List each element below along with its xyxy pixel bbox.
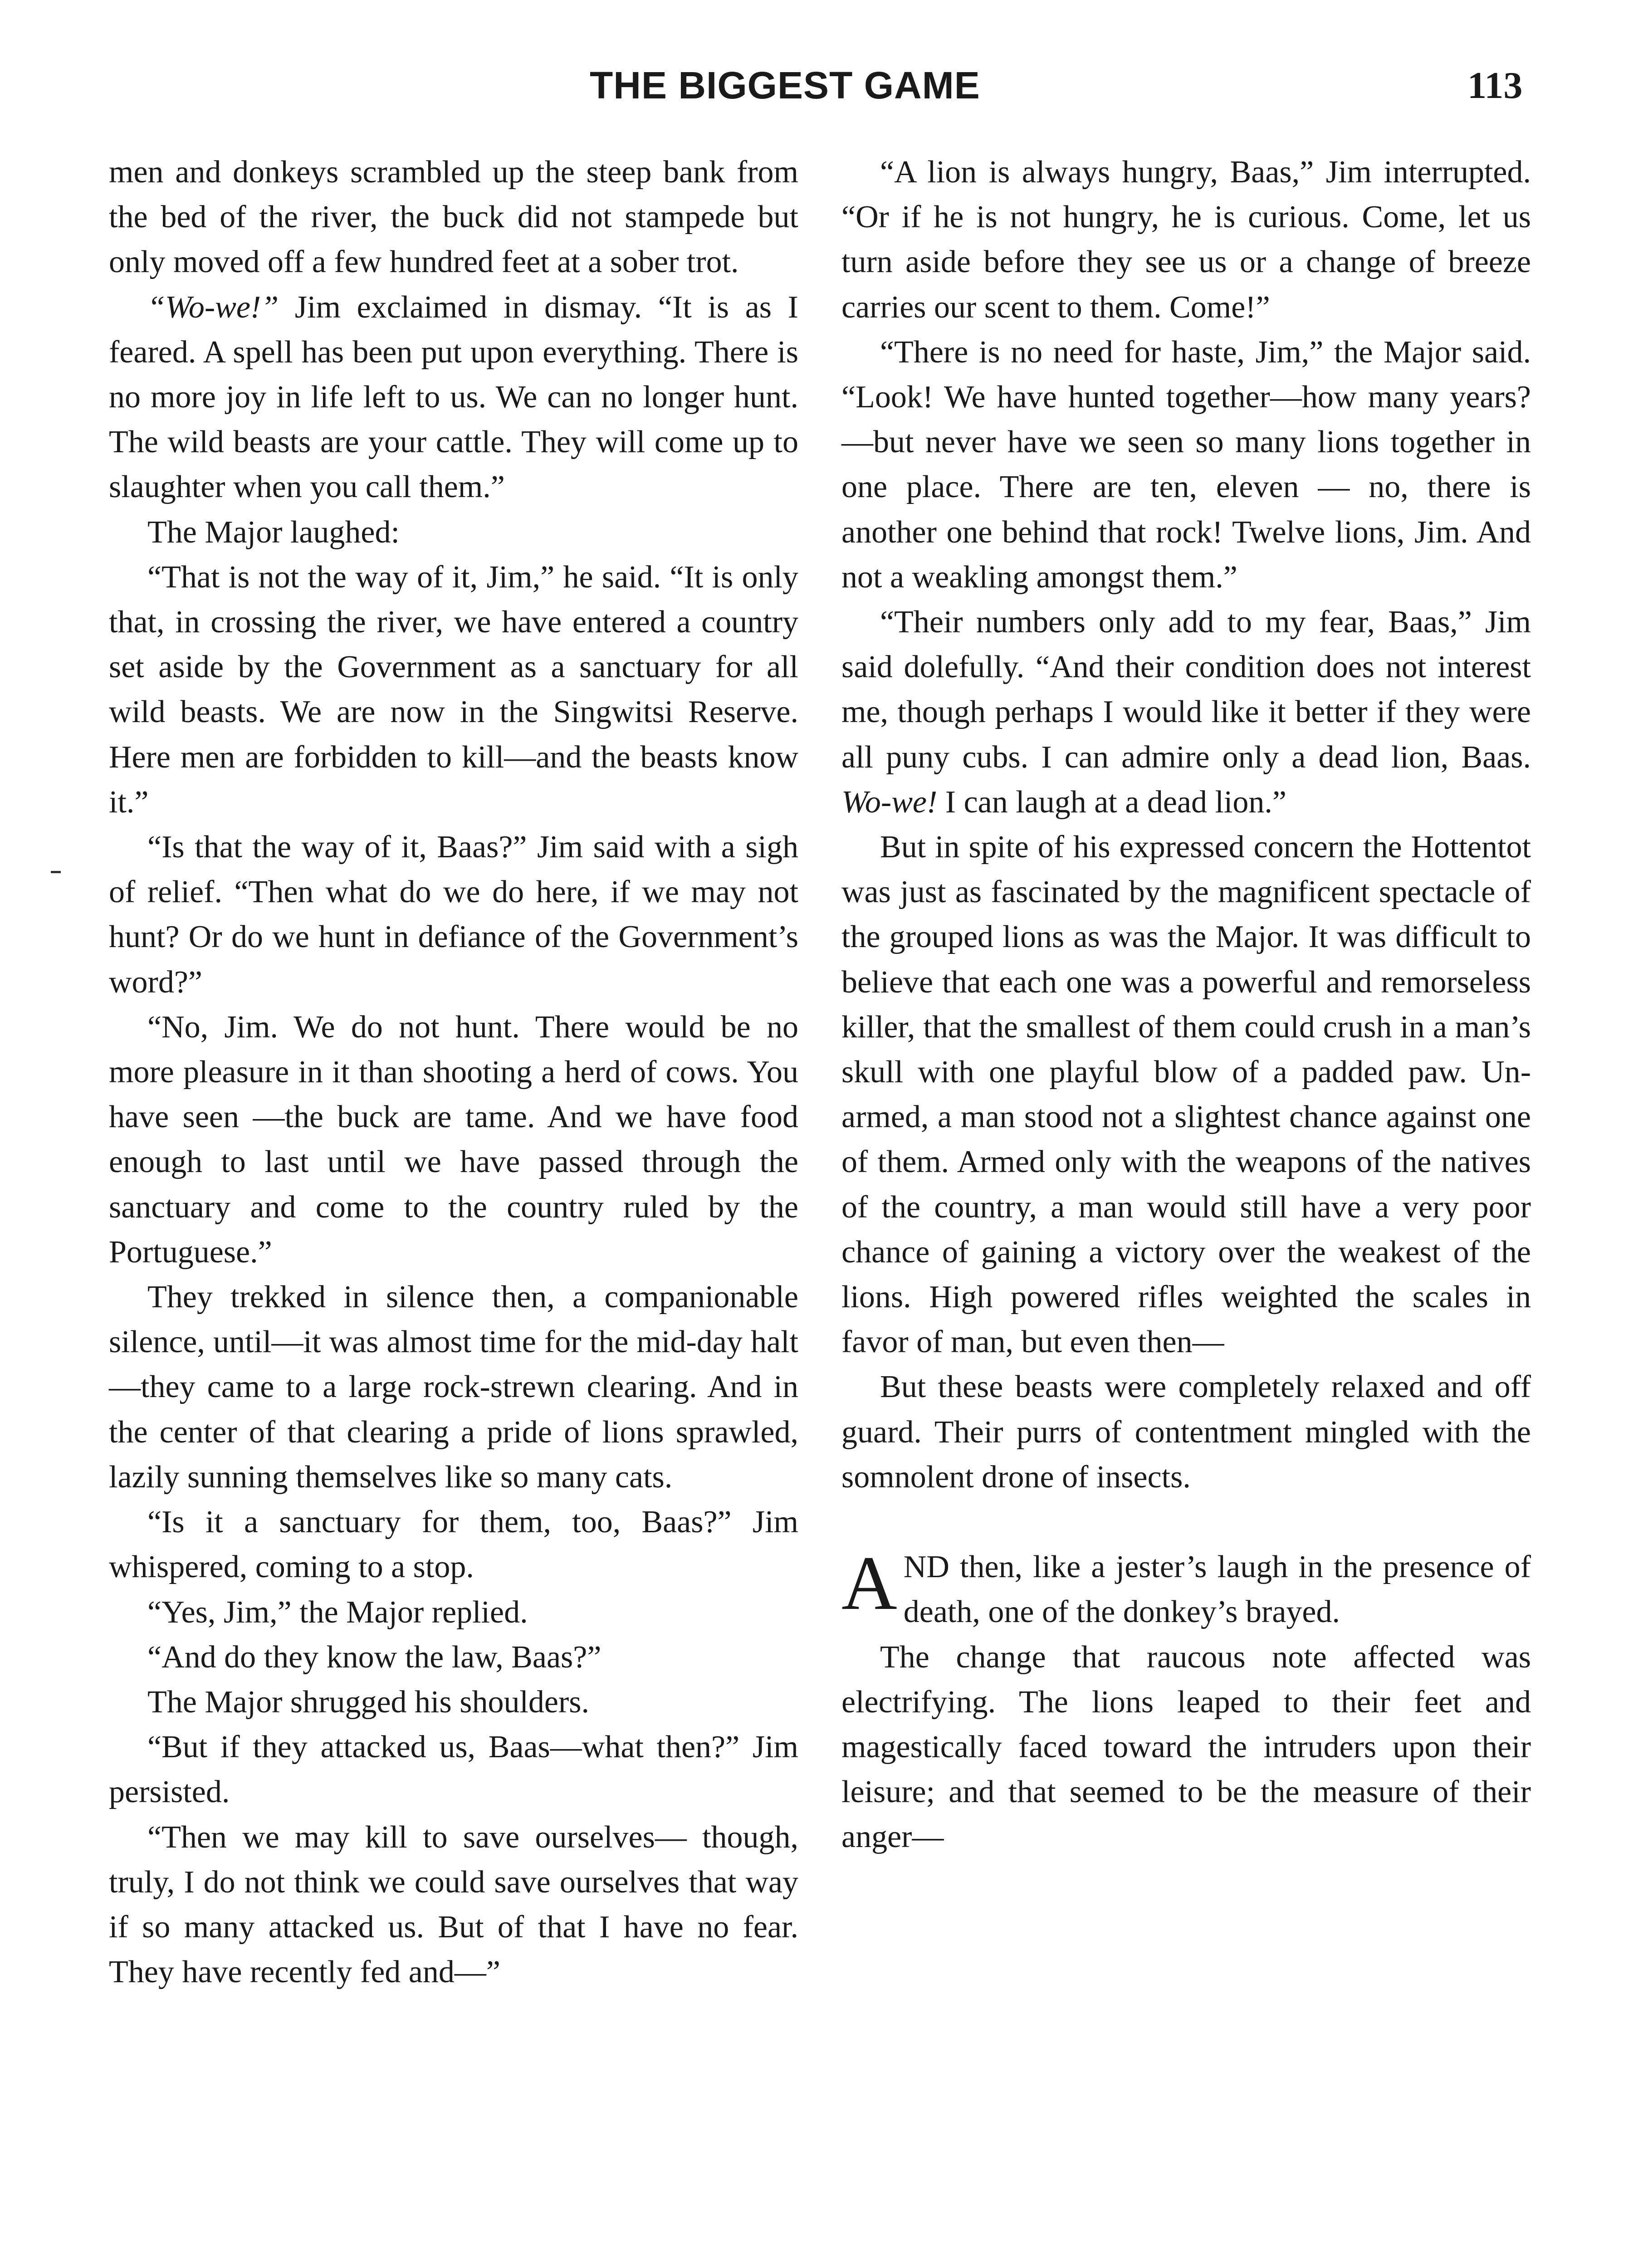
paragraph: “No, Jim. We do not hunt. There would be no more pleasure in it than shooting a herd of cows. You have seen —the buck are tame. And we have food enough to last until we have passed through the sanctuary and come to the country ruled by the Portuguese.”	[109, 1009, 798, 1270]
page-header	[0, 64, 1643, 127]
page-number: 113	[1467, 64, 1523, 107]
paragraph: “A lion is always hungry, Baas,” Jim interrupted. “Or if he is not hungry, he is curious. Come, let us turn aside before they see us or a change of breeze carries our scent to them. Come!”	[841, 155, 1531, 325]
paragraph: They trekked in silence then, a companionable silence, until—it was almost time for the mid-day halt—they came to a large rock-strewn clearing. And in the center of that clearing a pride of lions sprawled, lazily sunning themselves like so many cats.	[109, 1280, 798, 1495]
right-column	[841, 150, 1531, 1860]
paragraph: The Major laughed:	[147, 514, 400, 550]
paragraph: “But if they attacked us, Baas—what then?” Jim persisted.	[109, 1730, 798, 1810]
paragraph: “Wo-we!” Jim exclaimed in dismay. “It is as I feared. A spell has been put upon everything. There is no more joy in life left to us. We can no longer hunt. The wild beasts are your cattle. They will come up to slaughter when you call them.”	[109, 289, 798, 505]
paragraph: “Their numbers only add to my fear, Baas,” Jim said dolefully. “And their condition does not interest me, though perhaps I would like it better if they were all puny cubs. I can admire only a dead lion, Baas. Wo-we! I can laugh at a dead lion.”	[841, 605, 1531, 820]
paragraph: “There is no need for haste, Jim,” the Major said. “Look! We have hunted together—how many years?—but never have we seen so many lions together in one place. There are ten, eleven — no, there is another one behind that rock! Twelve lions, Jim. And not a weakling amongst them.”	[841, 334, 1531, 595]
paragraph: But in spite of his expressed concern the Hottentot was just as fascinated by the magnificent spectacle of the grouped lions as was the Major. It was difficult to believe that each one was a powerful and remorseless killer, that the smallest of them could crush in a man’s skull with one playful blow of a padded paw. Unarmed, a man stood not a slightest chance against one of them. Armed only with the weapons of the natives of the country, a man would still have a very poor chance of gaining a victory over the weakest of the lions. High powered rifles weighted the scales in favor of man, but even then—	[841, 830, 1531, 1360]
paragraph: The change that raucous note affected was electrifying. The lions leaped to their feet and magestically faced toward the intruders upon their leisure; and that seemed to be the measure of their anger—	[841, 1639, 1531, 1855]
paragraph: The Major shrugged his shoulders.	[147, 1684, 590, 1720]
paragraph: But these beasts were completely relaxed and off guard. Their purrs of contentment mingled with the somnolent drone of insects.	[841, 1369, 1531, 1495]
paragraph: “Yes, Jim,” the Major replied.	[147, 1594, 528, 1630]
paragraph: “Is it a sanctuary for them, too, Baas?” Jim whispered, coming to a stop.	[109, 1505, 798, 1585]
paragraph: “Then we may kill to save ourselves— though, truly, I do not think we could save ourselves that way if so many attacked us. But of that I have no fear. They have recently fed and—”	[109, 1819, 798, 1990]
drop-cap: A	[841, 1540, 897, 1626]
left-column	[109, 150, 798, 1994]
paragraph: “Is that the way of it, Baas?” Jim said with a sigh of relief. “Then what do we do here, if we may not hunt? Or do we hunt in defiance of the Government’s word?”	[109, 830, 798, 1000]
paragraph: “And do they know the law, Baas?”	[147, 1639, 601, 1675]
margin-mark	[51, 871, 61, 873]
exclamation: Wo-we!	[841, 784, 938, 820]
paragraph: “That is not the way of it, Jim,” he said. “It is only that, in crossing the river, we have entered a country set aside by the Government as a sanctuary for all wild beasts. We are now in the Singwitsi Reserve. Here men are forbidden to kill—and the beasts know it.”	[109, 559, 798, 820]
running-title: THE BIGGEST GAME	[590, 64, 980, 107]
exclamation: “Wo-we!”	[147, 289, 279, 325]
paragraph: men and donkeys scrambled up the steep bank from the bed of the river, the buck did not stampede but only moved off a few hundred feet at a sober trot.	[109, 155, 798, 280]
section-opening-paragraph: AND then, like a jester’s laugh in the presence of death, one of the donkey’s brayed.	[841, 1540, 1531, 1630]
